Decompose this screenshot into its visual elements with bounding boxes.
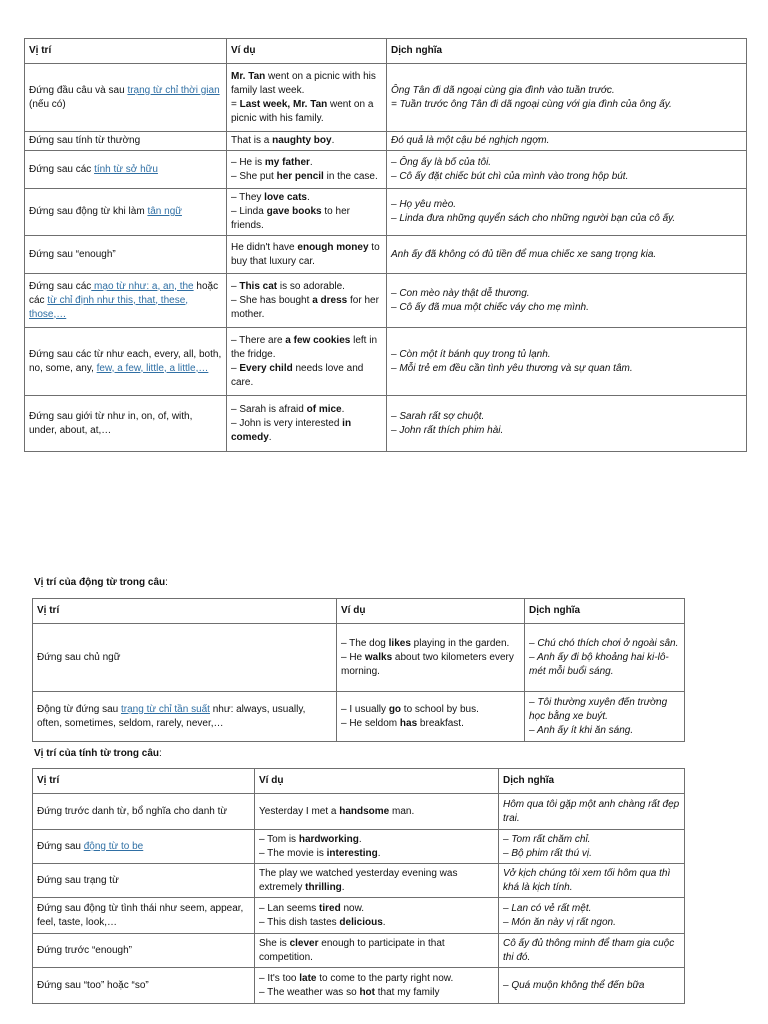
link-text[interactable]: tân ngữ [147,206,182,217]
example-line [259,916,494,930]
example-line [259,867,494,895]
header-translation: Dịch nghĩa [387,39,747,64]
position-cell [25,189,227,236]
translation-line: Hôm qua tôi gặp một anh chàng rất đẹp trai. [503,798,680,824]
text: now. [340,902,365,914]
example-cell [255,934,499,968]
bold-text: a dress [312,294,348,306]
text: Đứng sau các [29,280,92,292]
translation-cell [387,328,747,396]
table-row [33,968,685,1004]
header-translation: Dịch nghĩa [525,599,685,624]
translation-cell [387,396,747,452]
table-header-row [33,599,685,624]
table-row [25,189,747,236]
text: He didn't have [231,241,298,253]
bold-text: This cat [239,280,278,292]
text: . [331,135,335,146]
translation-line: – Linda đưa những quyển sách cho những người bạn của cô ấy. [391,213,676,224]
link-text[interactable]: trạng từ chỉ thời gian [127,84,220,96]
translation-line: = Tuần trước ông Tân đi dã ngoại cùng với gia đình của ông ấy. [391,98,672,110]
bold-text: her pencil [276,170,324,182]
bold-text: go [388,703,402,715]
bold-text: Every child [239,362,293,374]
translation-line: – Anh ấy đi bộ khoảng hai ki-lô-mét mỗi buổi sáng. [529,651,669,677]
bold-text: hardworking [298,833,359,845]
example-line [259,972,494,986]
translation-line: – Chú chó thích chơi ở ngoài sân. [529,637,679,649]
translation-line: – Cô ấy đã mua một chiếc váy cho mẹ mình. [391,301,589,313]
translation-line: – Còn một ít bánh quy trong tủ lạnh. [391,348,551,360]
text: man. [389,805,415,817]
bold-text: naughty boy [272,135,332,146]
text: – Tom is [259,833,299,845]
text: Đứng sau các [29,163,95,175]
example-line [259,833,494,847]
translation-line: Ông Tân đi dã ngoại cùng gia đình vào tuần trước. [391,84,615,96]
bold-text: gave books [266,206,322,217]
link-text[interactable]: tính từ sở hữu [94,163,158,175]
bold-text: late [299,972,317,984]
text: hoặc các [29,280,219,306]
text: – [231,362,240,374]
table-row [33,934,685,968]
text: in the case. [323,170,378,182]
text: went on a picnic with his family last week. [231,70,376,96]
text: That is a [231,135,273,146]
example-line [231,294,382,322]
example-line [259,902,494,916]
text: playing in the garden. [410,637,510,649]
table-row [25,274,747,328]
text: . [341,403,345,415]
translation-line: – Sarah rất sợ chuột. [391,410,485,422]
example-line [231,403,382,417]
link-text[interactable]: từ chỉ định như this, that, these, those,… [29,294,189,320]
bold-text: love cats [264,192,307,203]
translation-line: Cô ấy đủ thông minh để tham gia cuộc thi đó. [503,937,675,963]
translation-cell [499,830,685,864]
table-row [33,692,685,742]
translation-line: – Bộ phim rất thú vị. [503,847,592,859]
table-row [25,236,747,274]
text: for her mother. [231,294,379,320]
header-position: Vị trí [33,599,337,624]
text: – She put [231,170,277,182]
text: Đứng sau động từ tình thái như seem, appear, feel, taste, look,… [37,902,244,928]
bold-text: my father [264,156,310,168]
translation-cell [387,236,747,274]
bold-text: thrilling [305,881,342,893]
example-line [231,334,382,362]
bold-text: in comedy [231,417,352,443]
translation-cell [387,64,747,132]
adjective-section-title: Vị trí của tính từ trong câu: [34,748,162,759]
position-cell [25,151,227,189]
text: that my family [374,986,440,998]
example-cell [227,189,387,236]
text: went on a picnic with his family. [231,98,374,124]
translation-cell [525,692,685,742]
position-cell [33,692,337,742]
example-line [259,805,494,819]
example-cell [227,132,387,151]
verb-section-title: Vị trí của động từ trong câu: [34,577,168,588]
text: to her friends. [231,206,350,231]
table-row [33,864,685,898]
text: – The movie is [259,847,327,859]
translation-cell [499,794,685,830]
example-cell [227,396,387,452]
text: to come to the party right now. [316,972,454,984]
bold-text: walks [364,651,393,663]
text: Đứng trước danh từ, bổ nghĩa cho danh từ [37,805,228,817]
text: needs love and care. [231,362,364,388]
example-cell [227,236,387,274]
position-cell [33,968,255,1004]
position-cell [25,132,227,151]
bold-text: a few cookies [285,334,351,346]
table-row [25,396,747,452]
example-line [231,170,382,184]
verb-position-table [32,598,685,742]
translation-line: Anh ấy đã không có đủ tiền để mua chiếc xe sang trọng kia. [391,248,657,260]
text: – [231,280,240,292]
text: – There are [231,334,286,346]
table-row [33,830,685,864]
example-line [231,98,382,126]
example-line [231,280,382,294]
bold-text: Mr. Tan [231,70,266,82]
text: Động từ đứng sau [37,703,121,715]
bold-text: hot [359,986,375,998]
translation-line: – Quá muộn không thể đến bữa [503,979,645,991]
translation-line: – Cô ấy đặt chiếc bút chì của mình vào trong hộp bút. [391,170,629,182]
bold-text: handsome [339,805,390,817]
example-cell [255,864,499,898]
example-line [341,703,520,717]
example-cell [227,151,387,189]
example-line [231,205,382,233]
translation-line: – Họ yêu mèo. [391,199,457,210]
text: . [306,192,310,203]
text: như: always, usually, often, sometimes, seldom, rarely, never,… [37,703,306,729]
adjective-position-table [32,768,685,1004]
example-line [231,134,382,148]
text: Đứng sau giới từ như in, on, of, with, under, about, at,… [29,410,193,436]
translation-cell [499,934,685,968]
text: – The weather was so [259,986,360,998]
translation-line: – Con mèo này thật dễ thương. [391,287,530,299]
table-header-row [33,769,685,794]
text: – The dog [341,637,389,649]
text: is so adorable. [277,280,345,292]
bold-text: clever [289,937,319,949]
bold-text: likes [388,637,411,649]
text: . [268,431,272,443]
text: = [231,98,240,110]
position-cell [33,830,255,864]
example-line [231,70,382,98]
translation-cell [499,968,685,1004]
table-row [25,151,747,189]
bold-text: enough money [297,241,369,253]
text: Đứng sau chủ ngữ [37,651,121,663]
text: Đứng trước “enough” [37,944,132,956]
translation-line: Đó quả là một cậu bé nghịch ngợm. [391,135,550,146]
table-header-row [25,39,747,64]
example-cell [255,830,499,864]
text: breakfast. [417,717,464,729]
example-cell [227,274,387,328]
translation-cell [499,864,685,898]
text: . [382,916,386,928]
text: The play we watched yesterday evening was extremely [259,867,458,893]
text: – They [231,192,265,203]
example-line [231,191,382,205]
text: to school by bus. [401,703,479,715]
text: Đứng sau “too” hoặc “so” [37,979,149,991]
bold-text: tired [319,902,341,914]
text: – Lan seems [259,902,320,914]
text: – This dish tastes [259,916,340,928]
position-cell [33,934,255,968]
translation-line: – Ông ấy là bố của tôi. [391,156,492,168]
translation-line: – Lan có vẻ rất mệt. [503,902,592,914]
text: – It's too [259,972,300,984]
table-row [25,132,747,151]
translation-cell [499,898,685,934]
text: Đứng sau [37,840,84,852]
translation-line: – Mỗi trẻ em đều cần tình yêu thương và sự quan tâm. [391,362,633,374]
example-cell [227,328,387,396]
example-line [259,986,494,1000]
link-text[interactable]: động từ to be [83,840,144,852]
example-cell [255,794,499,830]
text: – He seldom [341,717,400,729]
translation-cell [525,624,685,692]
text: Đứng sau “enough” [29,248,116,260]
translation-cell [387,189,747,236]
position-cell [33,624,337,692]
example-line [341,717,520,731]
header-position: Vị trí [25,39,227,64]
translation-line: – Tôi thường xuyên đến trường học bằng xe buýt. [529,696,668,722]
bold-text: has [399,717,418,729]
table-row [33,898,685,934]
example-line [259,847,494,861]
text: left in the fridge. [231,334,378,360]
header-example: Ví dụ [255,769,499,794]
text: . [377,847,381,859]
text: She is [259,937,290,949]
text: Đứng sau động từ khi làm [29,206,148,217]
header-position: Vị trí [33,769,255,794]
link-text[interactable]: mạo từ như: a, an, the [91,280,194,292]
text: . [309,156,313,168]
text: to buy that luxury car. [231,241,380,267]
text: – Sarah is afraid [231,403,307,415]
header-translation: Dịch nghĩa [499,769,685,794]
translation-line: – Món ăn này vị rất ngon. [503,916,616,928]
table-row [25,64,747,132]
example-cell [255,968,499,1004]
translation-line: Vở kịch chúng tôi xem tối hôm qua thì khá là kịch tính. [503,867,671,893]
table-row [33,794,685,830]
table-row [33,624,685,692]
text: Đứng sau trạng từ [37,874,119,886]
text: Đứng sau các từ như each, every, all, both, no, some, any, [29,348,222,374]
translation-line: – John rất thích phim hài. [391,424,504,436]
translation-cell [387,274,747,328]
translation-cell [387,132,747,151]
text: Đứng sau tính từ thường [29,135,141,146]
position-cell [33,794,255,830]
text: Yesterday I met a [259,805,340,817]
header-example: Ví dụ [337,599,525,624]
text: enough to participate in that competition. [259,937,445,963]
example-line [341,651,520,679]
position-cell [25,274,227,328]
example-line [231,417,382,445]
bold-text: Last week, Mr. Tan [239,98,328,110]
position-cell [33,864,255,898]
example-cell [227,64,387,132]
text: . [341,881,345,893]
position-cell [33,898,255,934]
example-line [231,156,382,170]
noun-position-table [24,38,747,452]
text: Đứng đầu câu và sau [29,84,128,96]
bold-text: interesting [326,847,378,859]
position-cell [25,328,227,396]
text: – He is [231,156,265,168]
position-cell [25,396,227,452]
text: (nếu có) [29,98,66,110]
header-example: Ví dụ [227,39,387,64]
position-cell [25,236,227,274]
bold-text: of mice [306,403,342,415]
example-line [231,241,382,269]
table-row [25,328,747,396]
example-cell [337,624,525,692]
link-text[interactable]: few, a few, little, a little,… [96,362,209,374]
text: about two kilometers every morning. [341,651,514,677]
text: . [358,833,362,845]
link-text[interactable]: trạng từ chỉ tần suất [121,703,210,715]
translation-line: – Anh ấy ít khi ăn sáng. [529,724,634,736]
translation-line: – Tom rất chăm chỉ. [503,833,591,845]
text: – He [341,651,365,663]
bold-text: delicious [339,916,383,928]
example-line [341,637,520,651]
text: – I usually [341,703,389,715]
example-line [259,937,494,965]
example-cell [337,692,525,742]
example-line [231,362,382,390]
position-cell [25,64,227,132]
example-cell [255,898,499,934]
text: – She has bought [231,294,313,306]
text: – Linda [231,206,267,217]
text: – John is very interested [231,417,343,429]
translation-cell [387,151,747,189]
